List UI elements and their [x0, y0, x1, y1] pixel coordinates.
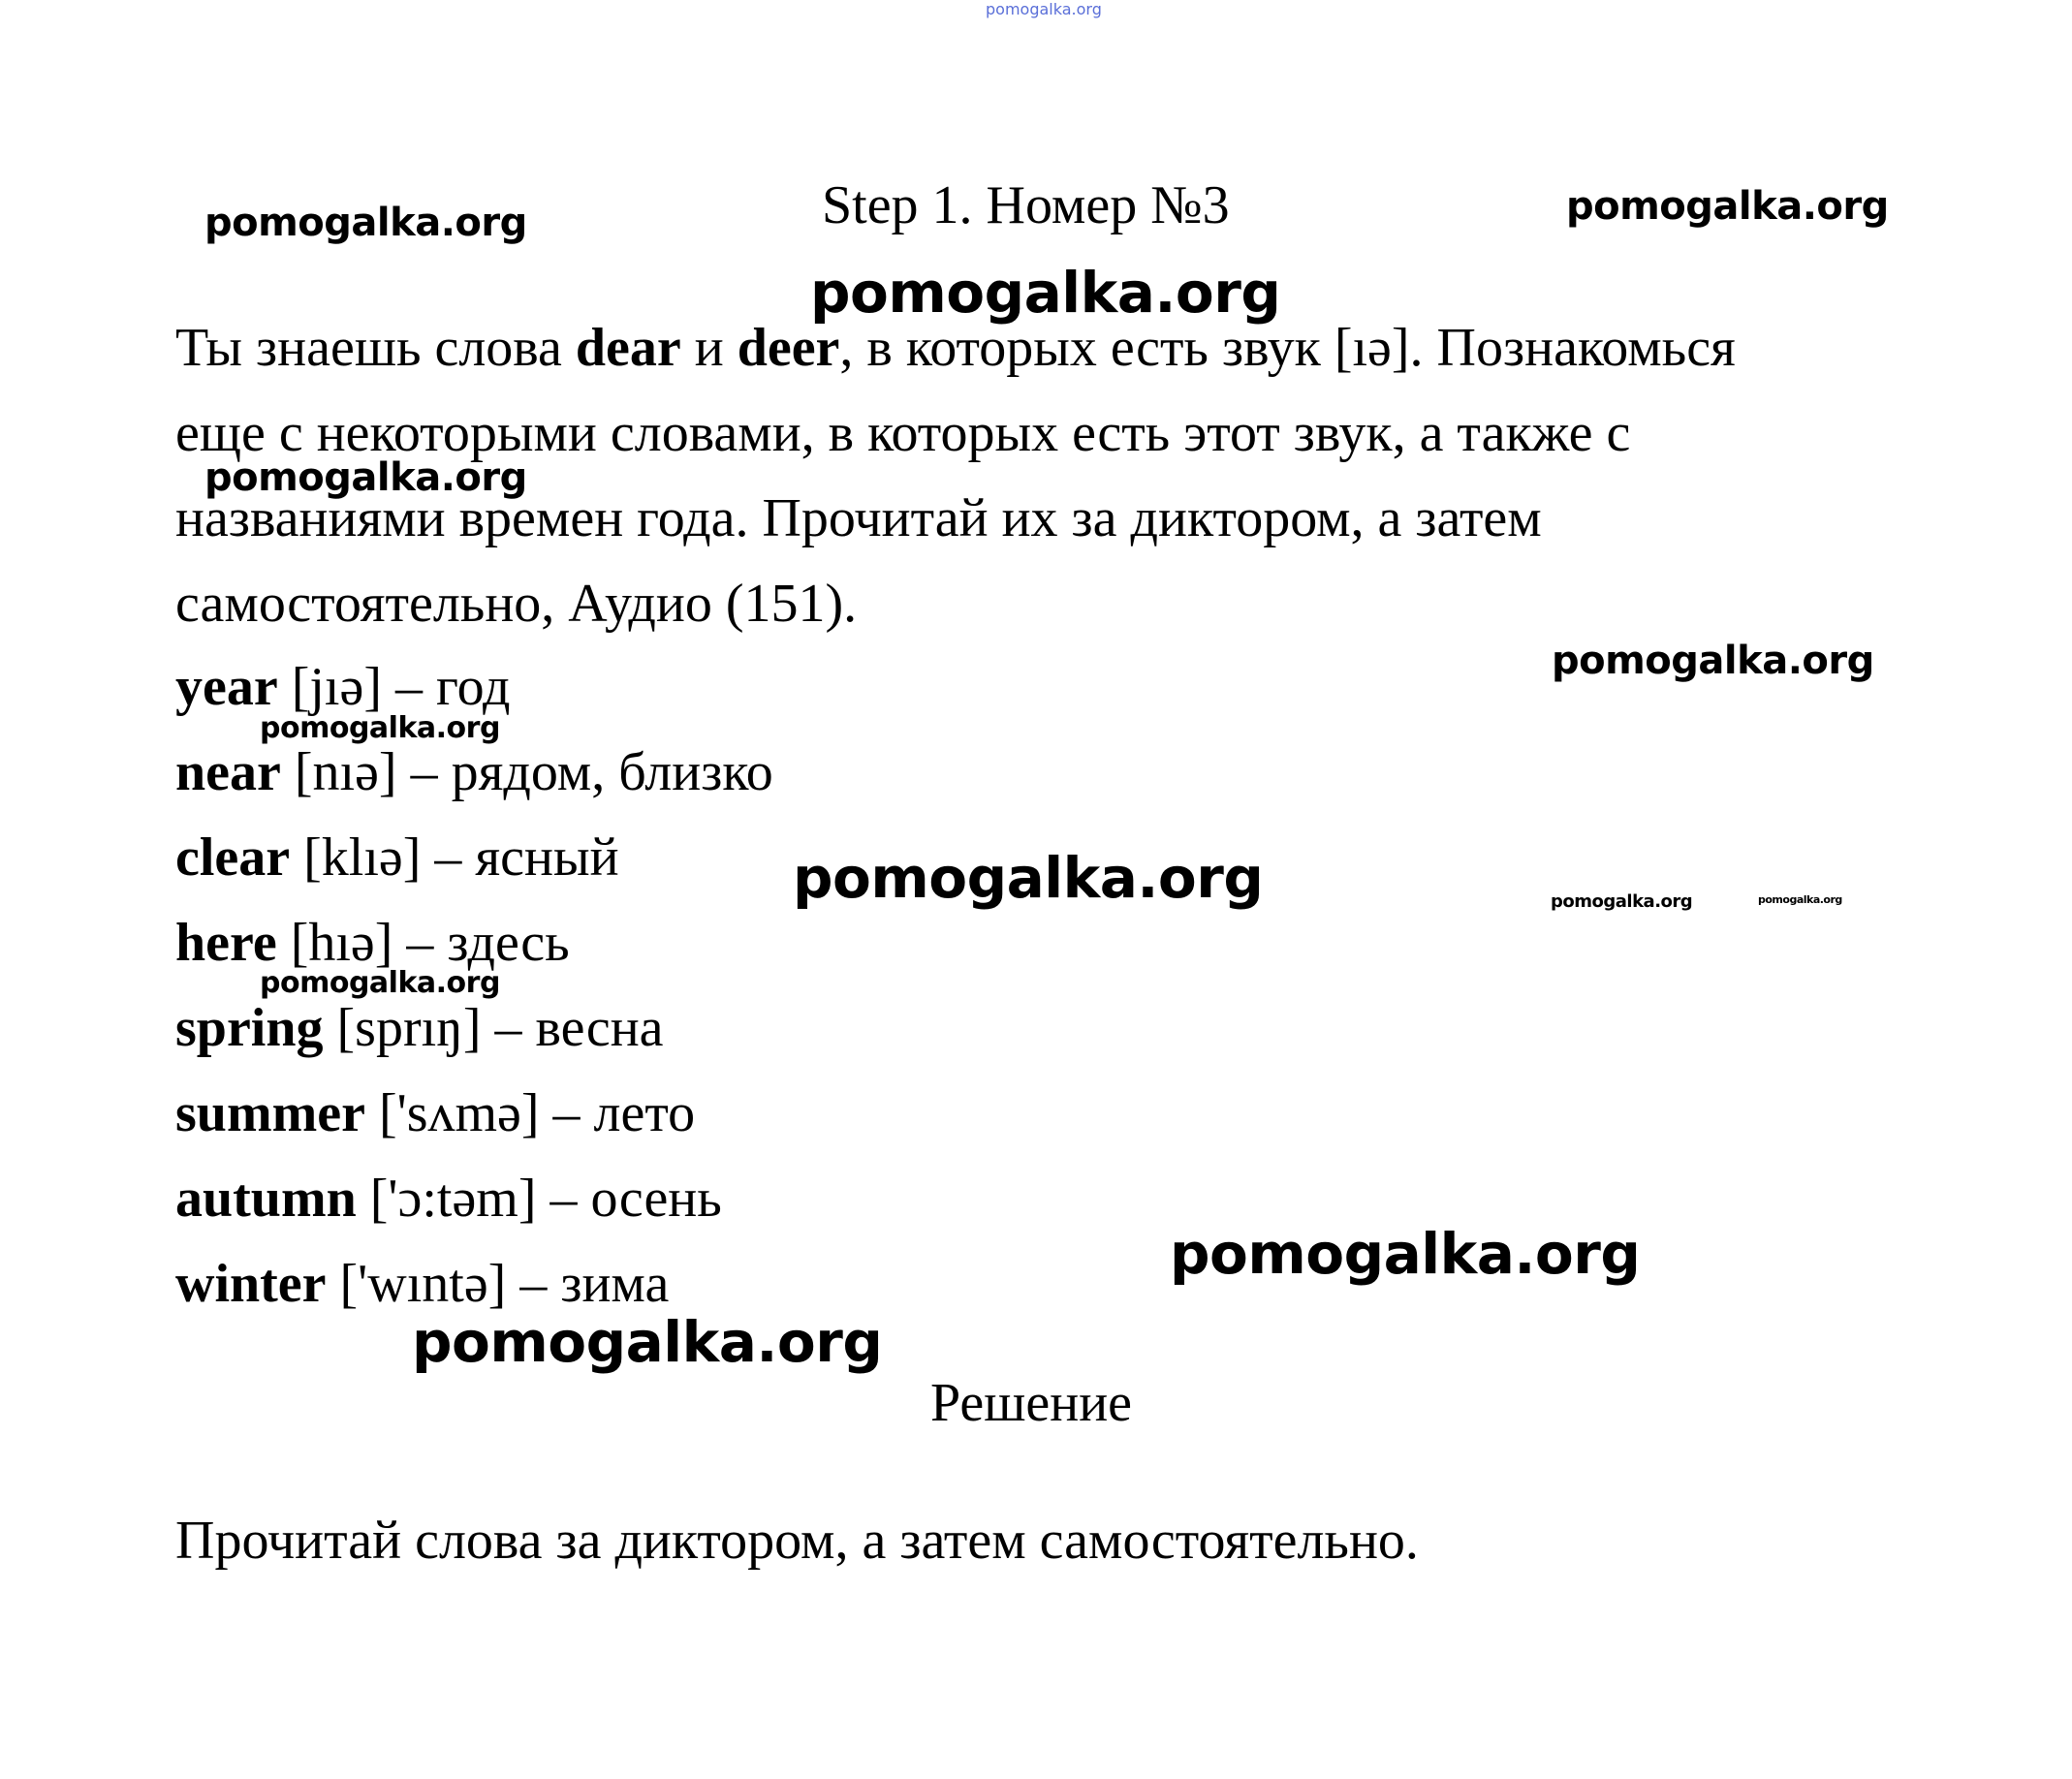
watermark: pomogalka.org	[793, 845, 1264, 911]
watermark: pomogalka.org	[260, 966, 500, 1000]
vocab-item: autumn ['ɔ:təm] – осень	[175, 1169, 722, 1229]
intro-line-4: самостоятельно, Аудио (151).	[175, 574, 858, 634]
watermark: pomogalka.org	[260, 711, 500, 745]
vocab-item: winter ['wıntə] – зима	[175, 1254, 670, 1314]
vocab-item: here [hıə] – здесь	[175, 913, 570, 973]
watermark: pomogalka.org	[1551, 891, 1693, 912]
vocab-item: spring [sprıŋ] – весна	[175, 998, 664, 1058]
word-deer: deer	[737, 318, 840, 378]
watermark: pomogalka.org	[204, 455, 527, 500]
intro-line-1: Ты знаешь слова dear и deer, в которых есть звук [ıə]. Познакомься	[175, 318, 1736, 378]
top-site-watermark: pomogalka.org	[986, 0, 1102, 18]
watermark: pomogalka.org	[412, 1309, 883, 1375]
solution-text: Прочитай слова за диктором, а затем самостоятельно.	[175, 1511, 1419, 1571]
vocab-item: clear [klıə] – ясный	[175, 827, 619, 888]
watermark: pomogalka.org	[1552, 639, 1874, 683]
vocab-item: summer ['sʌmə] – лето	[175, 1083, 696, 1143]
intro-line-2: еще с некоторыми словами, в которых есть этот звук, а также с	[175, 403, 1631, 463]
vocab-item: near [nıə] – рядом, близко	[175, 742, 773, 802]
vocab-item: year [jıə] – год	[175, 657, 511, 717]
intro-line-3: названиями времен года. Прочитай их за диктором, а затем	[175, 488, 1542, 548]
watermark: pomogalka.org	[204, 201, 527, 245]
watermark: pomogalka.org	[1758, 893, 1842, 906]
page-title: Step 1. Номер №3	[822, 175, 1230, 235]
watermark: pomogalka.org	[1566, 184, 1889, 229]
watermark: pomogalka.org	[1170, 1221, 1641, 1287]
solution-title: Решение	[930, 1373, 1133, 1433]
word-dear: dear	[575, 318, 681, 378]
watermark: pomogalka.org	[810, 260, 1281, 326]
